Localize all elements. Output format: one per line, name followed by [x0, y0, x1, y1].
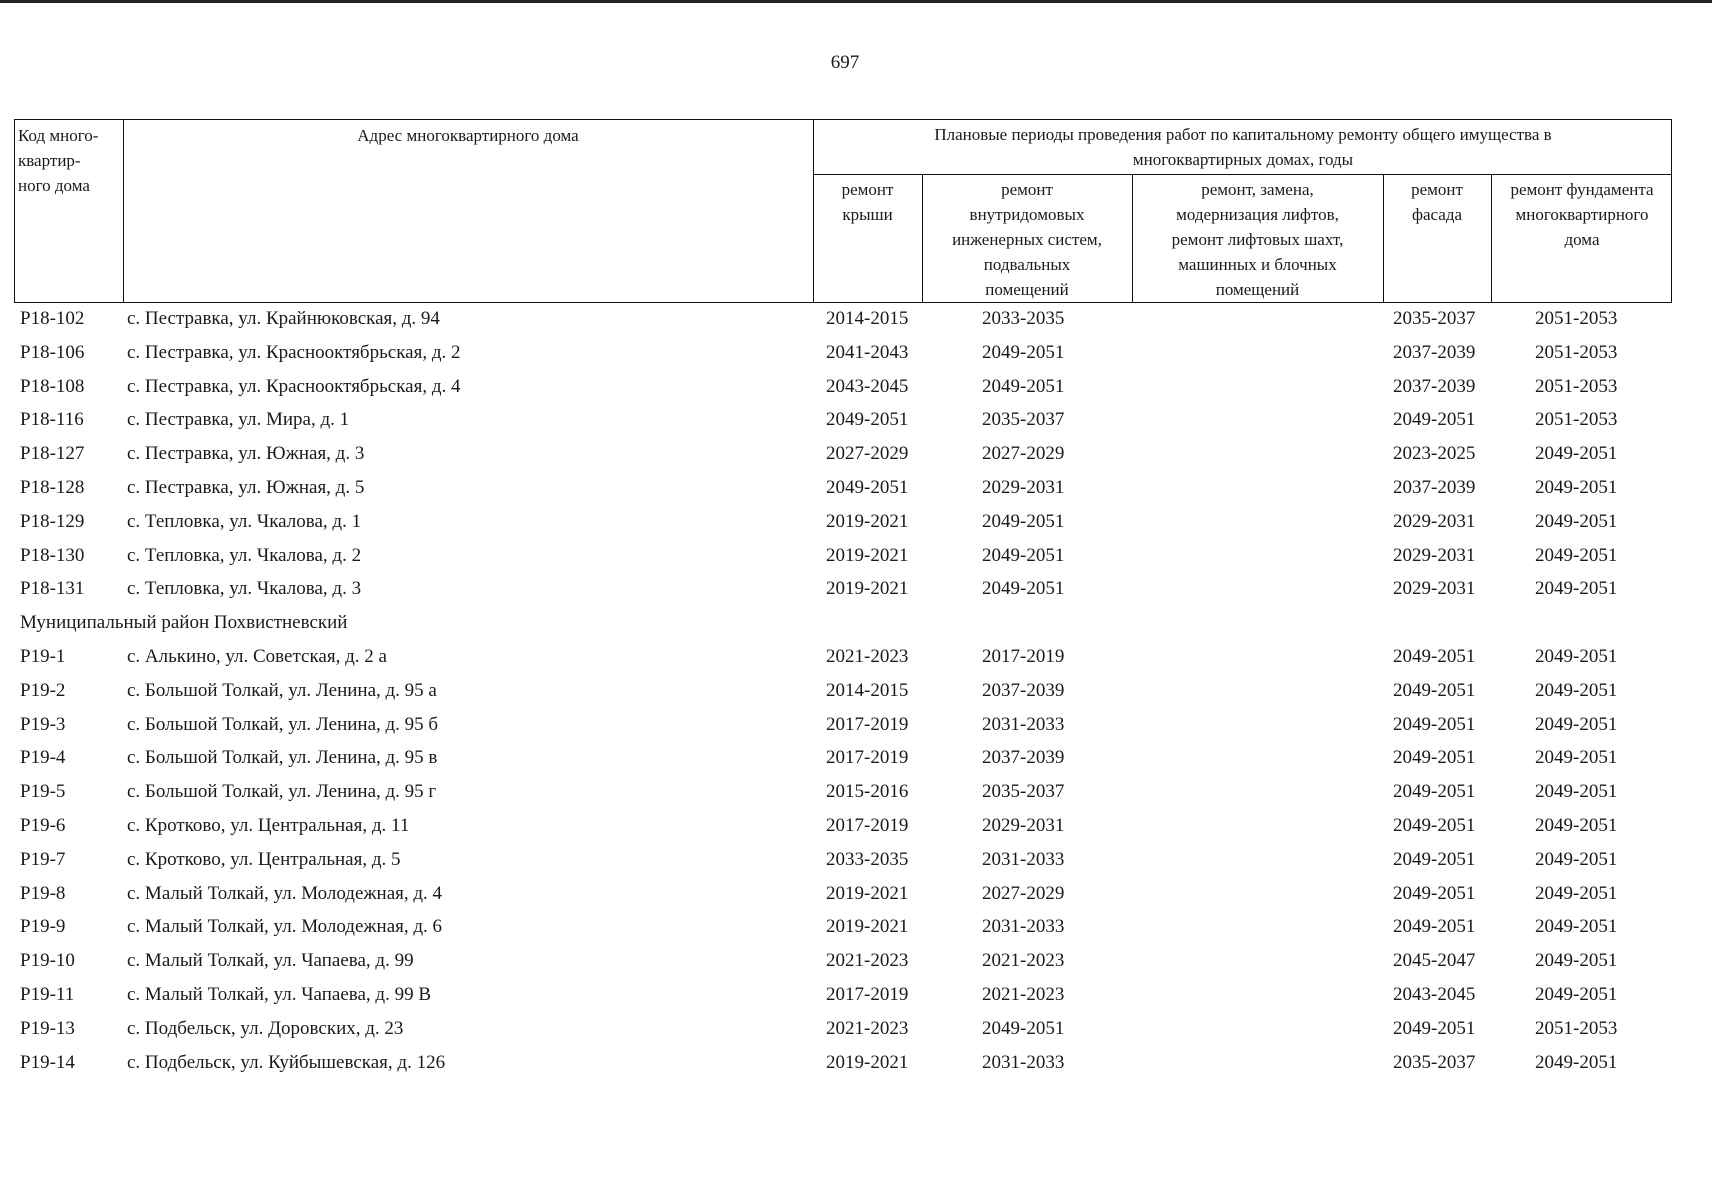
cell-engineering: 2049-2051 [982, 510, 1065, 532]
cell-facade: 2037-2039 [1393, 476, 1476, 498]
cell-foundation: 2049-2051 [1535, 713, 1618, 735]
header-engineering: ремонт внутридомовых инженерных систем, подвальных помещений [952, 180, 1102, 299]
table-header [14, 119, 1672, 303]
cell-facade: 2037-2039 [1393, 375, 1476, 397]
cell-address: с. Тепловка, ул. Чкалова, д. 1 [127, 510, 362, 532]
cell-engineering: 2031-2033 [982, 713, 1065, 735]
table-row [14, 640, 1672, 674]
cell-code: Р18-106 [20, 341, 85, 363]
cell-roof: 2027-2029 [826, 443, 909, 465]
cell-code: Р19-10 [20, 950, 75, 972]
cell-engineering: 2027-2029 [982, 882, 1065, 904]
page-number: 697 [830, 52, 860, 73]
cell-foundation: 2049-2051 [1535, 1051, 1618, 1073]
cell-engineering: 2029-2031 [982, 476, 1065, 498]
cell-code: Р19-14 [20, 1051, 75, 1073]
cell-engineering: 2049-2051 [982, 544, 1065, 566]
cell-address: с. Тепловка, ул. Чкалова, д. 2 [127, 544, 362, 566]
cell-foundation: 2049-2051 [1535, 679, 1618, 701]
cell-facade: 2049-2051 [1393, 645, 1476, 667]
cell-address: с. Кротково, ул. Центральная, д. 11 [127, 814, 410, 836]
cell-facade: 2049-2051 [1393, 882, 1476, 904]
cell-code: Р18-102 [20, 308, 85, 329]
cell-foundation: 2049-2051 [1535, 882, 1618, 904]
cell-foundation: 2049-2051 [1535, 476, 1618, 498]
cell-roof: 2049-2051 [826, 409, 909, 431]
table-row [14, 978, 1672, 1012]
cell-address: с. Кротково, ул. Центральная, д. 5 [127, 848, 401, 870]
cell-code: Р19-1 [20, 645, 66, 667]
cell-code: Р19-11 [20, 983, 75, 1005]
cell-foundation: 2049-2051 [1535, 747, 1618, 769]
cell-address: с. Пестравка, ул. Краснооктябрьская, д. 4 [127, 375, 461, 397]
cell-facade: 2049-2051 [1393, 1017, 1476, 1039]
cell-foundation: 2049-2051 [1535, 510, 1618, 532]
table-row [14, 1046, 1672, 1080]
cell-engineering: 2031-2033 [982, 848, 1065, 870]
table-row [14, 403, 1672, 437]
cell-engineering: 2031-2033 [982, 1051, 1065, 1073]
cell-address: с. Пестравка, ул. Краснооктябрьская, д. 2 [127, 341, 461, 363]
cell-foundation: 2049-2051 [1535, 578, 1618, 600]
cell-engineering: 2017-2019 [982, 645, 1065, 667]
cell-engineering: 2021-2023 [982, 983, 1065, 1005]
cell-roof: 2033-2035 [826, 848, 909, 870]
cell-facade: 2049-2051 [1393, 409, 1476, 431]
cell-engineering: 2031-2033 [982, 916, 1065, 938]
table-row [14, 471, 1672, 505]
cell-roof: 2015-2016 [826, 781, 909, 803]
table-row [14, 944, 1672, 978]
cell-facade: 2049-2051 [1393, 916, 1476, 938]
cell-roof: 2019-2021 [826, 882, 909, 904]
cell-code: Р18-130 [20, 544, 85, 566]
cell-foundation: 2051-2053 [1535, 1017, 1618, 1039]
cell-foundation: 2049-2051 [1535, 916, 1618, 938]
cell-foundation: 2049-2051 [1535, 781, 1618, 803]
cell-code: Р18-127 [20, 443, 85, 465]
table-row [14, 572, 1672, 606]
cell-engineering: 2049-2051 [982, 341, 1065, 363]
cell-facade: 2049-2051 [1393, 713, 1476, 735]
cell-facade: 2049-2051 [1393, 848, 1476, 870]
cell-foundation: 2051-2053 [1535, 409, 1618, 431]
table-row [14, 1012, 1672, 1046]
cell-code: Р19-9 [20, 916, 66, 938]
table-row [14, 775, 1672, 809]
cell-facade: 2035-2037 [1393, 308, 1476, 329]
cell-address: с. Тепловка, ул. Чкалова, д. 3 [127, 578, 362, 600]
cell-roof: 2021-2023 [826, 645, 909, 667]
cell-facade: 2049-2051 [1393, 747, 1476, 769]
cell-code: Р18-128 [20, 476, 85, 498]
table-row [14, 843, 1672, 877]
cell-address: с. Пестравка, ул. Крайнюковская, д. 94 [127, 308, 440, 329]
table-row [14, 910, 1672, 944]
cell-address: с. Подбельск, ул. Куйбышевская, д. 126 [127, 1051, 446, 1073]
table-row [14, 708, 1672, 742]
cell-engineering: 2035-2037 [982, 781, 1065, 803]
cell-address: с. Малый Толкай, ул. Молодежная, д. 4 [127, 882, 443, 904]
cell-roof: 2019-2021 [826, 544, 909, 566]
cell-foundation: 2049-2051 [1535, 544, 1618, 566]
cell-facade: 2029-2031 [1393, 544, 1476, 566]
table-row [14, 370, 1672, 404]
cell-address: с. Малый Толкай, ул. Чапаева, д. 99 [127, 950, 414, 972]
cell-facade: 2045-2047 [1393, 950, 1476, 972]
cell-engineering: 2021-2023 [982, 950, 1065, 972]
rows-group-b [14, 640, 1672, 1079]
cell-code: Р18-131 [20, 578, 85, 600]
top-rule [0, 0, 1712, 3]
cell-roof: 2014-2015 [826, 308, 909, 329]
cell-code: Р19-3 [20, 713, 66, 735]
cell-code: Р18-116 [20, 409, 84, 431]
cell-facade: 2049-2051 [1393, 814, 1476, 836]
cell-address: с. Большой Толкай, ул. Ленина, д. 95 в [127, 747, 438, 769]
cell-facade: 2049-2051 [1393, 679, 1476, 701]
cell-address: с. Пестравка, ул. Южная, д. 5 [127, 476, 365, 498]
cell-roof: 2043-2045 [826, 375, 909, 397]
cell-facade: 2035-2037 [1393, 1051, 1476, 1073]
cell-engineering: 2037-2039 [982, 679, 1065, 701]
header-address: Адрес многоквартирного дома [357, 126, 579, 145]
cell-foundation: 2049-2051 [1535, 848, 1618, 870]
cell-engineering: 2033-2035 [982, 308, 1065, 329]
table-body [14, 302, 1672, 1079]
cell-roof: 2014-2015 [826, 679, 909, 701]
table-row [14, 877, 1672, 911]
table-row [14, 336, 1672, 370]
cell-roof: 2019-2021 [826, 1051, 909, 1073]
cell-address: с. Пестравка, ул. Мира, д. 1 [127, 409, 350, 431]
cell-address: с. Большой Толкай, ул. Ленина, д. 95 а [127, 679, 437, 701]
cell-address: с. Малый Толкай, ул. Чапаева, д. 99 В [127, 983, 431, 1005]
cell-foundation: 2051-2053 [1535, 375, 1618, 397]
cell-facade: 2029-2031 [1393, 510, 1476, 532]
cell-address: с. Пестравка, ул. Южная, д. 3 [127, 443, 365, 465]
section-title: Муниципальный район Похвистневский [20, 612, 348, 634]
cell-roof: 2019-2021 [826, 578, 909, 600]
cell-foundation: 2049-2051 [1535, 443, 1618, 465]
cell-address: с. Большой Толкай, ул. Ленина, д. 95 б [127, 713, 439, 735]
cell-foundation: 2051-2053 [1535, 308, 1618, 329]
cell-engineering: 2035-2037 [982, 409, 1065, 431]
cell-engineering: 2027-2029 [982, 443, 1065, 465]
cell-facade: 2037-2039 [1393, 341, 1476, 363]
cell-facade: 2043-2045 [1393, 983, 1476, 1005]
cell-engineering: 2049-2051 [982, 375, 1065, 397]
header-roof: ремонт крыши [841, 180, 894, 224]
header-periods: Плановые периоды проведения работ по капитальному ремонту общего имущества в многоквартирных домах, годы [934, 125, 1552, 169]
cell-code: Р19-7 [20, 848, 66, 870]
table-row [14, 741, 1672, 775]
table-row [14, 809, 1672, 843]
cell-facade: 2049-2051 [1393, 781, 1476, 803]
header-facade: ремонт фасада [1411, 180, 1463, 224]
cell-roof: 2019-2021 [826, 916, 909, 938]
header-divider [813, 174, 1671, 175]
cell-engineering: 2037-2039 [982, 747, 1065, 769]
cell-facade: 2023-2025 [1393, 443, 1476, 465]
cell-foundation: 2049-2051 [1535, 950, 1618, 972]
cell-address: с. Малый Толкай, ул. Молодежная, д. 6 [127, 916, 443, 938]
cell-roof: 2049-2051 [826, 476, 909, 498]
table-row [14, 539, 1672, 573]
table-row [14, 302, 1672, 336]
cell-engineering: 2049-2051 [982, 1017, 1065, 1039]
cell-address: с. Подбельск, ул. Доровских, д. 23 [127, 1017, 404, 1039]
cell-foundation: 2049-2051 [1535, 814, 1618, 836]
cell-roof: 2017-2019 [826, 713, 909, 735]
cell-roof: 2017-2019 [826, 983, 909, 1005]
cell-roof: 2021-2023 [826, 1017, 909, 1039]
cell-roof: 2021-2023 [826, 950, 909, 972]
header-lifts: ремонт, замена, модернизация лифтов, ремонт лифтовых шахт, машинных и блочных помещений [1171, 180, 1344, 299]
cell-roof: 2019-2021 [826, 510, 909, 532]
cell-foundation: 2051-2053 [1535, 341, 1618, 363]
rows-group-a [14, 302, 1672, 606]
table-row [14, 437, 1672, 471]
cell-address: с. Алькино, ул. Советская, д. 2 а [127, 645, 387, 667]
cell-engineering: 2029-2031 [982, 814, 1065, 836]
header-foundation: ремонт фундамента многоквартирного дома [1510, 180, 1654, 249]
cell-code: Р18-129 [20, 510, 85, 532]
cell-roof: 2017-2019 [826, 747, 909, 769]
header-code: Код много- квартир- ного дома [18, 126, 99, 195]
cell-engineering: 2049-2051 [982, 578, 1065, 600]
cell-code: Р19-5 [20, 781, 66, 803]
cell-address: с. Большой Толкай, ул. Ленина, д. 95 г [127, 781, 437, 803]
cell-code: Р19-6 [20, 814, 66, 836]
cell-code: Р19-13 [20, 1017, 75, 1039]
cell-code: Р18-108 [20, 375, 85, 397]
cell-code: Р19-4 [20, 747, 66, 769]
cell-foundation: 2049-2051 [1535, 983, 1618, 1005]
cell-code: Р19-8 [20, 882, 66, 904]
cell-facade: 2029-2031 [1393, 578, 1476, 600]
cell-roof: 2041-2043 [826, 341, 909, 363]
cell-foundation: 2049-2051 [1535, 645, 1618, 667]
cell-roof: 2017-2019 [826, 814, 909, 836]
cell-code: Р19-2 [20, 679, 66, 701]
table-row [14, 674, 1672, 708]
table-row [14, 505, 1672, 539]
